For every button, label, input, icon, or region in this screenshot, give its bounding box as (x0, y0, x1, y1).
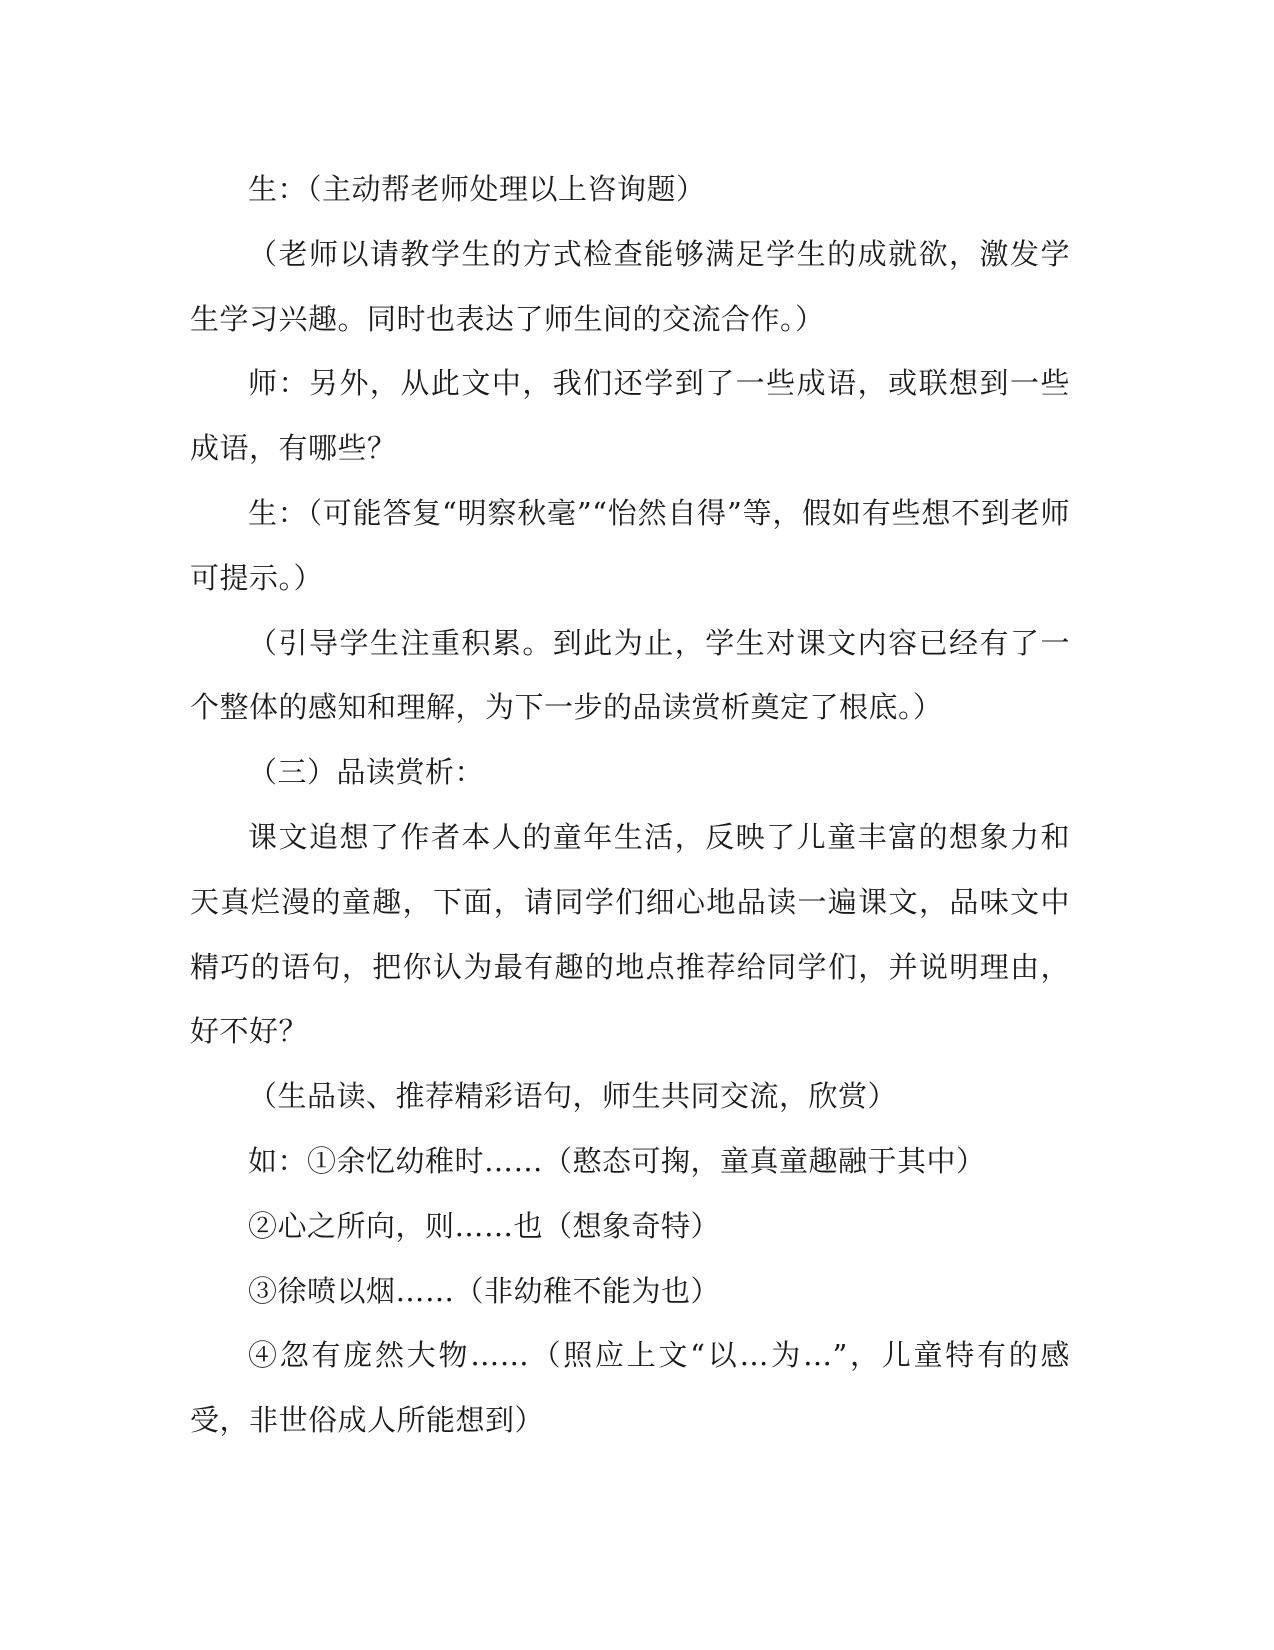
example-item-2: ②心之所向，则……也（想象奇特） (248, 1208, 721, 1243)
example-item-4: ④忽有庞然大物……（照应上文“以…为…”，儿童特有的感受，非世俗成人所能想到） (190, 1338, 1070, 1438)
paragraph-teacher-note-1: （老师以请教学生的方式检查能够满足学生的成就欲，激发学生学习兴趣。同时也表达了师生间的交流合作。） (190, 236, 1070, 336)
paragraph-instruction: 课文追想了作者本人的童年生活，反映了儿童丰富的想象力和天真烂漫的童趣，下面，请同学们细心地品读一遍课文，品味文中精巧的语句，把你认为最有趣的地点推荐给同学们，并说明理由，好不好？ (190, 819, 1070, 1049)
paragraph-activity: （生品读、推荐精彩语句，师生共同交流，欣赏） (248, 1079, 898, 1114)
section-heading: （三）品读赏析： (248, 755, 485, 790)
example-item-3: ③徐喷以烟……（非幼稚不能为也） (248, 1273, 721, 1308)
example-item-1: 如：①余忆幼稚时……（憨态可掬，童真童趣融于其中） (248, 1143, 986, 1178)
paragraph-student-answer-1: 生：（主动帮老师处理以上咨询题） (248, 172, 706, 206)
body-text (190, 157, 1070, 1453)
paragraph-teacher-question: 师：另外，从此文中，我们还学到了一些成语，或联想到一些成语，有哪些？ (190, 366, 1070, 466)
paragraph-teacher-note-2: （引导学生注重积累。到此为止，学生对课文内容已经有了一个整体的感知和理解，为下一步的品读赏析奠定了根底。） (190, 625, 1070, 725)
paragraph-student-answer-2: 生：（可能答复“明察秋毫”“怡然自得”等，假如有些想不到老师可提示。） (190, 495, 1070, 595)
